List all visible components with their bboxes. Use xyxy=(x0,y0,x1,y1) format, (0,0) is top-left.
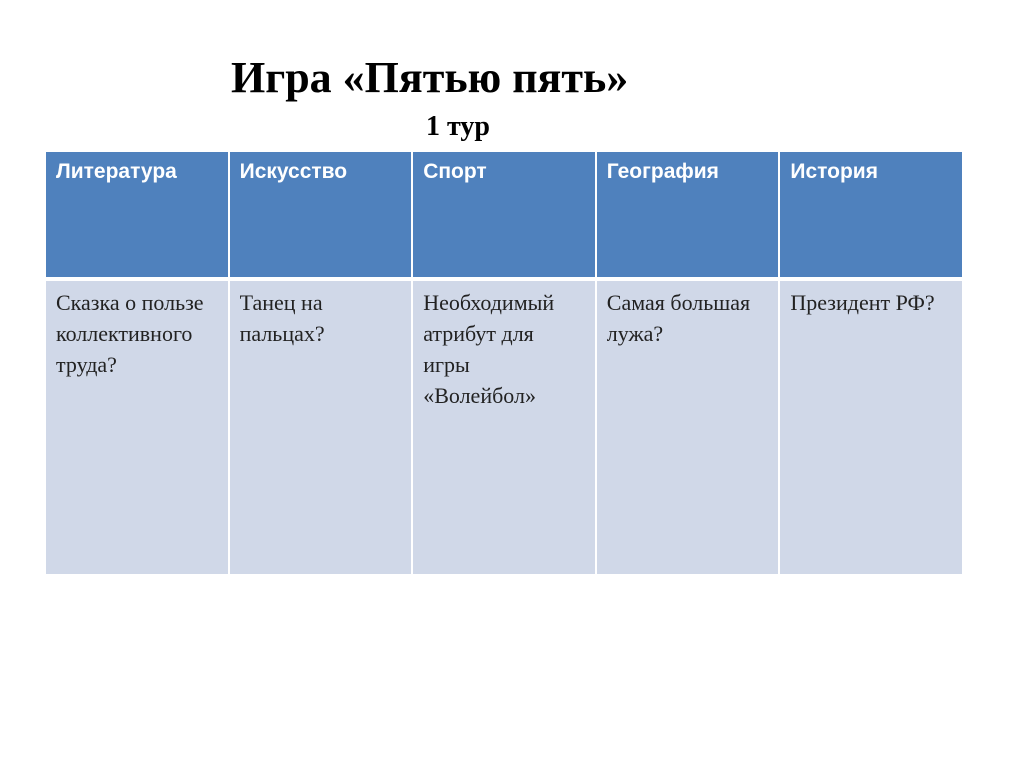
slide-subtitle: 1 тур xyxy=(426,111,490,142)
question-cell-sport: Необходимый атрибут для игры «Волейбол» xyxy=(412,279,596,575)
question-cell-art: Танец на пальцах? xyxy=(229,279,413,575)
table-row xyxy=(45,279,963,575)
category-header-history: История xyxy=(779,151,963,279)
category-header-geography: География xyxy=(596,151,780,279)
category-header-literature: Литература xyxy=(45,151,229,279)
category-header-art: Искусство xyxy=(229,151,413,279)
table-header-row xyxy=(45,151,963,279)
category-header-sport: Спорт xyxy=(412,151,596,279)
quiz-table xyxy=(44,150,964,576)
slide-title: Игра «Пятью пять» xyxy=(231,53,629,102)
question-cell-literature: Сказка о пользе коллективного труда? xyxy=(45,279,229,575)
question-cell-history: Президент РФ? xyxy=(779,279,963,575)
question-cell-geography: Самая большая лужа? xyxy=(596,279,780,575)
